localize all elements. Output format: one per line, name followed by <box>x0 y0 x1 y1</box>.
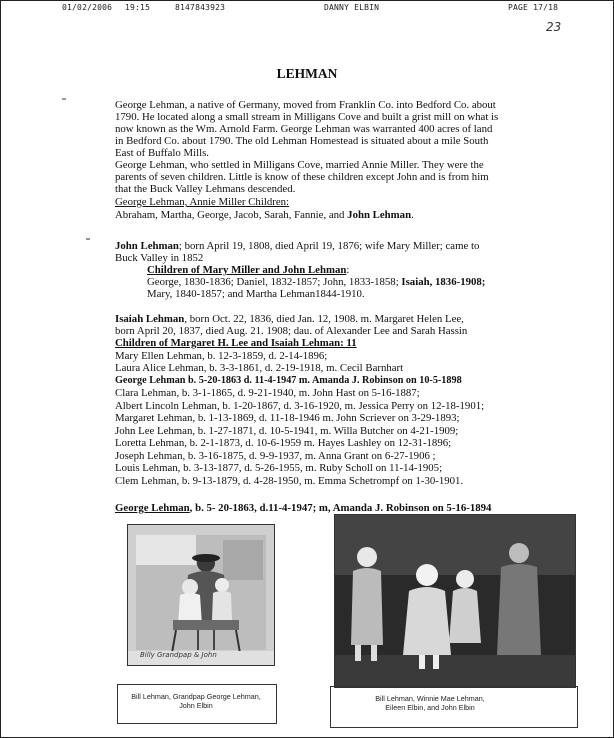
george-heading-name: George Lehman <box>115 502 190 514</box>
ga-children-end: . <box>411 209 414 221</box>
john-children-heading <box>147 264 349 277</box>
list-item: Mary Ellen Lehman, b. 12-3-1859, d. 2-14-1896; <box>115 350 328 362</box>
ga-children-line <box>115 209 414 222</box>
intro-line: 1790. He located along a small stream in Milligans Cove and built a grist mill on what is <box>115 111 499 123</box>
john-details: ; born April 19, 1808, died April 19, 1876; wife Mary Miller; came to <box>178 240 480 252</box>
caption-left-line: Bill Lehman, Grandpap George Lehman, <box>131 692 261 701</box>
john-name: John Lehman <box>115 240 179 252</box>
scan-mark <box>62 98 66 100</box>
intro-line: George Lehman, who settled in Milligans Cove, married Annie Miller. They were the <box>115 159 484 171</box>
list-item: Margaret Lehman, b. 1-13-1869, d. 11-18-1946 m. John Scriever on 3-29-1893; <box>115 412 460 424</box>
intro-line: now known as the Wm. Arnold Farm. George Lehman was warranted 400 acres of land <box>115 123 493 135</box>
ga-children-john: John Lehman <box>347 209 412 221</box>
list-item: John Lee Lehman, b. 1-27-1871, d. 10-5-1941, m. Willa Butcher on 4-21-1909; <box>115 425 459 437</box>
intro-line: in Bedford Co. about 1790. The old Lehman Homestead is situated about a mile South <box>115 135 489 147</box>
list-item: Loretta Lehman, b. 2-1-1873, d. 10-6-1959 m. Hayes Lashley on 12-31-1896; <box>115 437 452 449</box>
isaiah-details: , born Oct. 22, 1836, died Jan. 12, 1908. m. Margaret Helen Lee, <box>184 313 464 325</box>
handwritten-page-number: 23 <box>546 20 562 34</box>
fax-page: PAGE 17/18 <box>508 3 559 12</box>
john-line <box>115 240 479 253</box>
list-item: Joseph Lehman, b. 3-16-1875, d. 9-9-1937, m. Anna Grant on 6-27-1906 ; <box>115 450 436 462</box>
scan-mark <box>86 238 90 240</box>
list-item: George Lehman b. 5-20-1863 d. 11-4-1947 m. Amanda J. Robinson on 10-5-1898 <box>115 375 462 386</box>
caption-right-line: Bill Lehman, Winnie Mae Lehman, <box>375 694 485 703</box>
isaiah-line <box>115 313 464 326</box>
list-item: Clem Lehman, b. 9-13-1879, d. 4-28-1950, m. Emma Schetrompf on 1-30-1901. <box>115 475 464 487</box>
list-item: Clara Lehman, b. 3-1-1865, d. 9-21-1940, m. John Hast on 5-16-1887; <box>115 387 420 399</box>
intro-line: George Lehman, a native of Germany, moved from Franklin Co. into Bedford Co. about <box>115 99 496 111</box>
caption-right <box>330 694 530 712</box>
george-heading <box>115 502 491 515</box>
ga-children-text: Abraham, Martha, George, Jacob, Sarah, Fannie, and <box>115 209 348 221</box>
photo-grandpap-image <box>128 525 274 665</box>
john-children-line-2: Mary, 1840-1857; and Martha Lehman1844-1910. <box>147 288 365 300</box>
john-children-isaiah: Isaiah, 1836-1908; <box>401 276 486 288</box>
caption-left-line: John Elbin <box>179 701 213 710</box>
photo-grandpap <box>127 524 275 666</box>
fax-sender: DANNY ELBIN <box>324 3 380 12</box>
fax-date: 01/02/2006 <box>62 3 113 12</box>
list-item: Laura Alice Lehman, b. 3-3-1861, d. 2-19-1918, m. Cecil Barnhart <box>115 362 404 374</box>
isaiah-line-2: born April 20, 1837, died Aug. 21. 1908; dau. of Alexander Lee and Sarah Hassin <box>115 325 468 337</box>
photo-children-image <box>335 515 575 687</box>
john-children-heading-colon: : <box>346 264 350 276</box>
john-line-2: Buck Valley in 1852 <box>115 252 204 264</box>
ga-children-heading: George Lehman, Annie Miller Children: <box>115 196 290 208</box>
intro-line: East of Buffalo Mills. <box>115 147 209 159</box>
intro-line: that the Buck Valley Lehmans descended. <box>115 183 296 195</box>
isaiah-children-heading: Children of Margaret H. Lee and Isaiah Lehman: 11 <box>115 337 357 349</box>
list-item: Louis Lehman, b. 3-13-1877, d. 5-26-1955, m. Ruby Scholl on 11-14-1905; <box>115 462 443 474</box>
caption-right-line: Eileen Elbin, and John Elbin <box>385 703 475 712</box>
list-item: Albert Lincoln Lehman, b. 1-20-1867, d. 3-16-1920, m. Jessica Perry on 12-18-1901; <box>115 400 485 412</box>
fax-time: 19:15 <box>125 3 151 12</box>
intro-line: parents of seven children. Little is know of these children except John and is from him <box>115 171 489 183</box>
photo-children <box>334 514 576 688</box>
john-children-line <box>147 276 485 289</box>
caption-left <box>117 692 275 710</box>
photo-handwriting: Billy Grandpap & John <box>140 651 217 659</box>
john-children-text: George, 1830-1836; Daniel, 1832-1857; John, 1833-1858; <box>147 276 402 288</box>
page-title: LEHMAN <box>276 66 338 81</box>
john-children-heading-text: Children of Mary Miller and John Lehman <box>147 264 347 276</box>
fax-number: 8147843923 <box>175 3 226 12</box>
george-heading-details: , b. 5- 20-1863, d.11-4-1947; m, Amanda J. Robinson on 5-16-1894 <box>189 502 492 514</box>
isaiah-name: Isaiah Lehman <box>115 313 185 325</box>
